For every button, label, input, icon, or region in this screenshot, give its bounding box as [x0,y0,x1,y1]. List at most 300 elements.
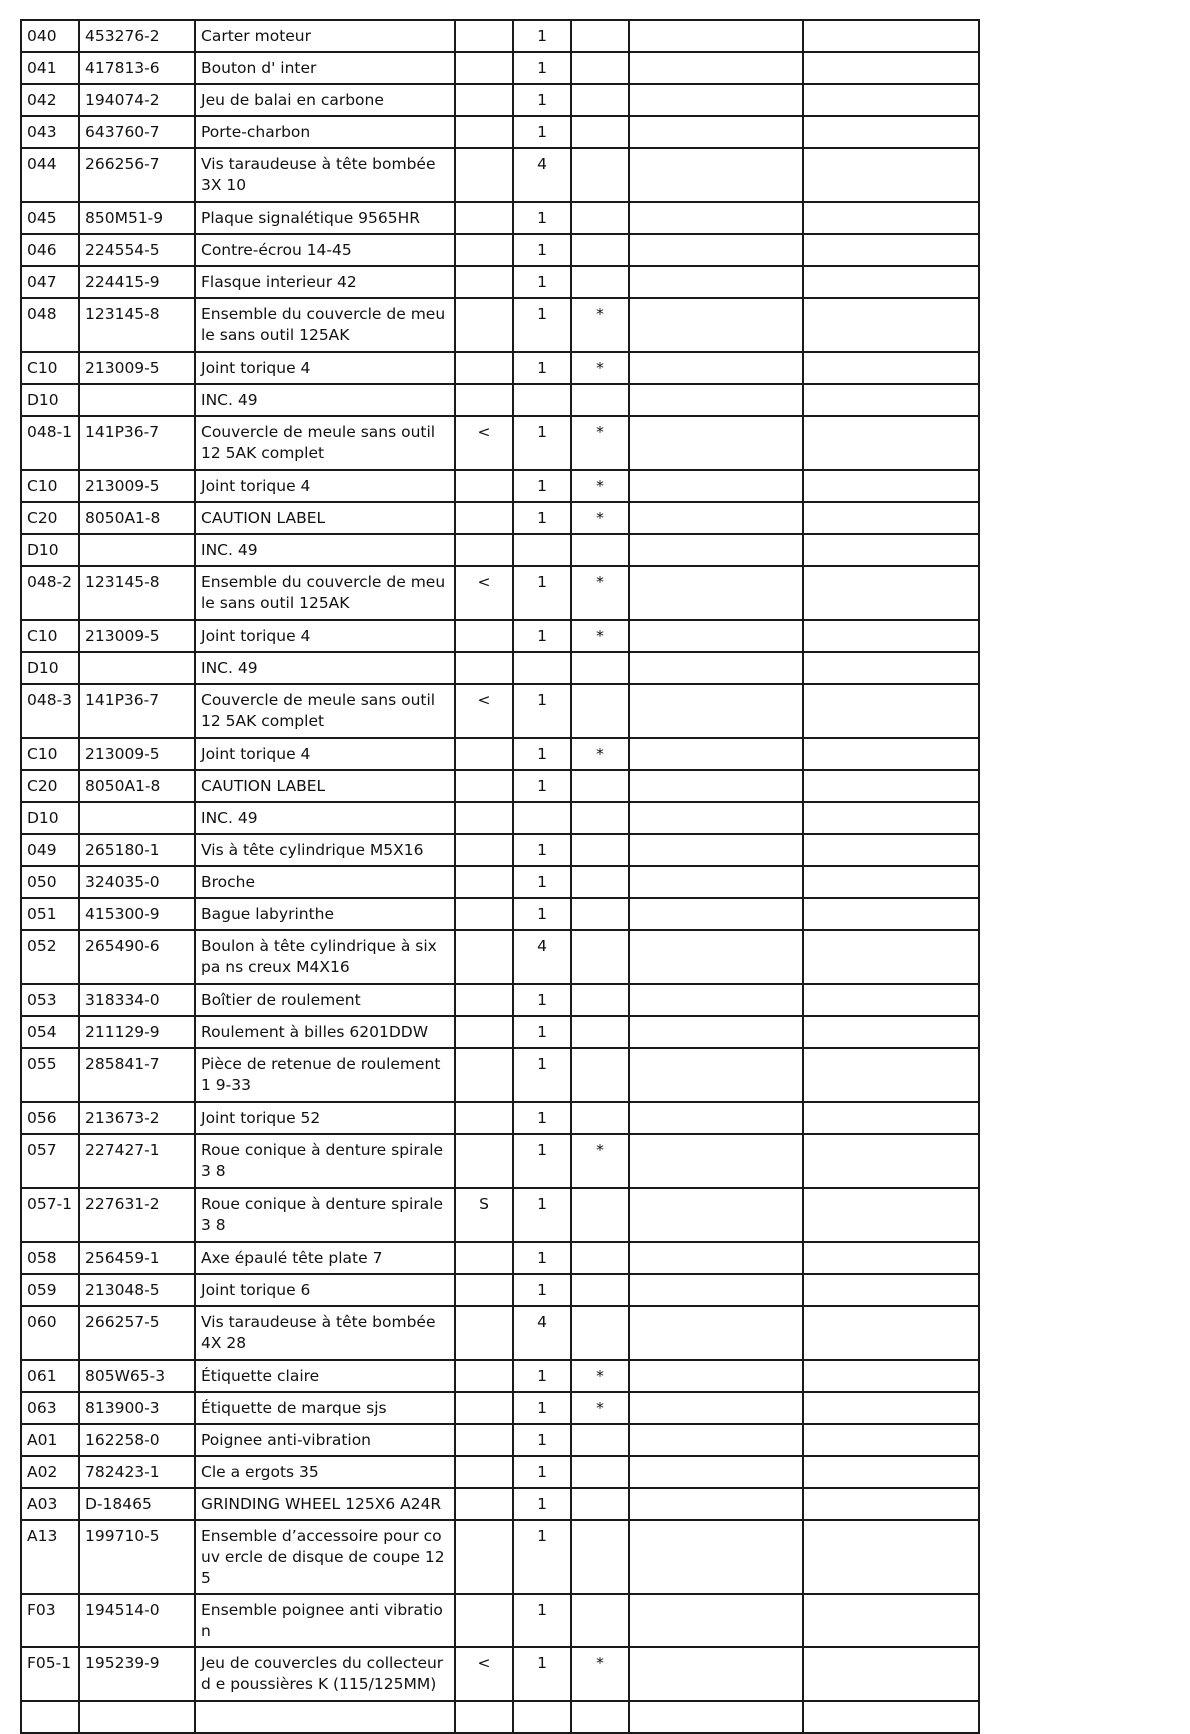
note-cell: < [455,566,513,620]
table-row [21,930,979,984]
description-cell: Jeu de balai en carbone [195,84,455,116]
extra-cell-1 [629,738,803,770]
extra-cell-1 [629,1456,803,1488]
extra-cell-1 [629,684,803,738]
mark-cell: * [571,1647,629,1701]
item-no-cell: 063 [21,1392,79,1424]
extra-cell-1 [629,1274,803,1306]
part-no-cell: 227427-1 [79,1134,195,1188]
part-no-cell: 213673-2 [79,1102,195,1134]
table-row [21,234,979,266]
quantity-cell: 1 [513,1048,571,1102]
note-cell [455,266,513,298]
quantity-cell: 1 [513,620,571,652]
table-row [21,738,979,770]
table-row [21,116,979,148]
part-no-cell [79,384,195,416]
note-cell: S [455,1188,513,1242]
item-no-cell: 042 [21,84,79,116]
table-row [21,984,979,1016]
quantity-cell: 1 [513,352,571,384]
item-no-cell: 057 [21,1134,79,1188]
item-no-cell: D10 [21,534,79,566]
mark-cell: * [571,352,629,384]
mark-cell [571,930,629,984]
item-no-cell: C20 [21,770,79,802]
description-cell: Bague labyrinthe [195,898,455,930]
note-cell [455,1242,513,1274]
table-row [21,1456,979,1488]
description-cell: CAUTION LABEL [195,770,455,802]
table-row [21,1647,979,1701]
extra-cell-2 [803,20,979,52]
item-no-cell: 054 [21,1016,79,1048]
extra-cell-2 [803,930,979,984]
quantity-cell: 1 [513,684,571,738]
note-cell [455,1016,513,1048]
quantity-cell: 4 [513,1306,571,1360]
item-no-cell: 052 [21,930,79,984]
quantity-cell: 1 [513,470,571,502]
item-no-cell: C10 [21,470,79,502]
quantity-cell [513,802,571,834]
item-no-cell: 050 [21,866,79,898]
table-row [21,866,979,898]
table-row [21,1242,979,1274]
item-no-cell: 058 [21,1242,79,1274]
quantity-cell: 1 [513,984,571,1016]
mark-cell [571,234,629,266]
extra-cell-2 [803,534,979,566]
mark-cell [571,1102,629,1134]
description-cell: Ensemble du couvercle de meule sans outil 125AK [195,566,455,620]
note-cell [455,502,513,534]
description-cell: CAUTION LABEL [195,502,455,534]
extra-cell-2 [803,352,979,384]
description-cell: Boîtier de roulement [195,984,455,1016]
description-cell: Pièce de retenue de roulement 1 9-33 [195,1048,455,1102]
description-cell: INC. 49 [195,802,455,834]
extra-cell-2 [803,1456,979,1488]
part-no-cell: 850M51-9 [79,202,195,234]
quantity-cell: 1 [513,866,571,898]
part-no-cell: 213009-5 [79,352,195,384]
part-no-cell: 8050A1-8 [79,502,195,534]
item-no-cell: 060 [21,1306,79,1360]
part-no-cell [79,534,195,566]
description-cell: Roue conique à denture spirale 3 8 [195,1188,455,1242]
mark-cell: * [571,1360,629,1392]
empty-cell [571,1701,629,1733]
item-no-cell: 048-2 [21,566,79,620]
extra-cell-2 [803,1424,979,1456]
table-row [21,1048,979,1102]
description-cell: Couvercle de meule sans outil 12 5AK complet [195,416,455,470]
note-cell [455,1488,513,1520]
extra-cell-2 [803,1242,979,1274]
description-cell: INC. 49 [195,652,455,684]
quantity-cell: 1 [513,202,571,234]
note-cell [455,898,513,930]
part-no-cell: 643760-7 [79,116,195,148]
extra-cell-2 [803,1392,979,1424]
extra-cell-1 [629,266,803,298]
mark-cell [571,1456,629,1488]
note-cell [455,52,513,84]
description-cell: Poignee anti-vibration [195,1424,455,1456]
item-no-cell: C20 [21,502,79,534]
table-row [21,834,979,866]
description-cell: Vis taraudeuse à tête bombée 3X 10 [195,148,455,202]
description-cell: Ensemble d’accessoire pour couv ercle de disque de coupe 125 [195,1520,455,1594]
item-no-cell: 048 [21,298,79,352]
note-cell [455,1048,513,1102]
table-row [21,416,979,470]
extra-cell-2 [803,770,979,802]
description-cell: Porte-charbon [195,116,455,148]
description-cell: Joint torique 4 [195,470,455,502]
item-no-cell: 044 [21,148,79,202]
extra-cell-1 [629,1647,803,1701]
note-cell [455,202,513,234]
extra-cell-1 [629,52,803,84]
extra-cell-2 [803,84,979,116]
note-cell [455,234,513,266]
table-row [21,84,979,116]
item-no-cell: 040 [21,20,79,52]
quantity-cell: 1 [513,1456,571,1488]
mark-cell [571,684,629,738]
quantity-cell [513,534,571,566]
extra-cell-1 [629,20,803,52]
extra-cell-2 [803,1488,979,1520]
item-no-cell: C10 [21,620,79,652]
extra-cell-1 [629,234,803,266]
mark-cell [571,834,629,866]
note-cell [455,84,513,116]
note-cell [455,298,513,352]
mark-cell [571,148,629,202]
part-no-cell: 453276-2 [79,20,195,52]
quantity-cell: 1 [513,1520,571,1594]
table-row [21,684,979,738]
mark-cell [571,1594,629,1647]
mark-cell: * [571,416,629,470]
table-row [21,802,979,834]
extra-cell-2 [803,1016,979,1048]
extra-cell-2 [803,1274,979,1306]
quantity-cell: 4 [513,930,571,984]
description-cell: INC. 49 [195,384,455,416]
extra-cell-1 [629,566,803,620]
mark-cell [571,1520,629,1594]
note-cell: < [455,416,513,470]
mark-cell [571,866,629,898]
item-no-cell: A03 [21,1488,79,1520]
part-no-cell: 782423-1 [79,1456,195,1488]
part-no-cell: 224554-5 [79,234,195,266]
extra-cell-2 [803,234,979,266]
item-no-cell: 057-1 [21,1188,79,1242]
note-cell [455,930,513,984]
mark-cell [571,1424,629,1456]
note-cell [455,534,513,566]
note-cell [455,1456,513,1488]
description-cell: Contre-écrou 14-45 [195,234,455,266]
empty-cell [195,1701,455,1733]
table-row [21,148,979,202]
mark-cell [571,1016,629,1048]
item-no-cell: 046 [21,234,79,266]
description-cell: Axe épaulé tête plate 7 [195,1242,455,1274]
table-row [21,1134,979,1188]
extra-cell-2 [803,502,979,534]
table-row [21,1306,979,1360]
note-cell [455,652,513,684]
mark-cell [571,1048,629,1102]
part-no-cell: 224415-9 [79,266,195,298]
extra-cell-1 [629,298,803,352]
extra-cell-1 [629,202,803,234]
part-no-cell: 213048-5 [79,1274,195,1306]
item-no-cell: 041 [21,52,79,84]
mark-cell [571,52,629,84]
quantity-cell: 1 [513,1188,571,1242]
quantity-cell [513,652,571,684]
extra-cell-1 [629,534,803,566]
mark-cell [571,384,629,416]
part-no-cell: 211129-9 [79,1016,195,1048]
mark-cell [571,770,629,802]
empty-cell [629,1701,803,1733]
mark-cell [571,84,629,116]
table-row [21,534,979,566]
quantity-cell: 1 [513,1242,571,1274]
part-no-cell: 123145-8 [79,566,195,620]
part-no-cell: 324035-0 [79,866,195,898]
note-cell [455,1392,513,1424]
table-row [21,384,979,416]
table-row [21,652,979,684]
empty-cell [21,1701,79,1733]
mark-cell [571,1188,629,1242]
extra-cell-1 [629,1594,803,1647]
extra-cell-2 [803,1048,979,1102]
mark-cell [571,20,629,52]
mark-cell: * [571,470,629,502]
extra-cell-2 [803,416,979,470]
note-cell [455,20,513,52]
quantity-cell: 1 [513,1102,571,1134]
description-cell: Ensemble poignee anti vibration [195,1594,455,1647]
extra-cell-2 [803,1306,979,1360]
description-cell: Vis taraudeuse à tête bombée 4X 28 [195,1306,455,1360]
extra-cell-2 [803,834,979,866]
description-cell: Plaque signalétique 9565HR [195,202,455,234]
note-cell [455,1102,513,1134]
note-cell [455,984,513,1016]
mark-cell: * [571,566,629,620]
item-no-cell: A13 [21,1520,79,1594]
extra-cell-2 [803,1188,979,1242]
note-cell [455,1520,513,1594]
description-cell: Étiquette claire [195,1360,455,1392]
part-no-cell: 194514-0 [79,1594,195,1647]
extra-cell-1 [629,416,803,470]
note-cell [455,1134,513,1188]
empty-cell [79,1701,195,1733]
mark-cell [571,202,629,234]
quantity-cell: 1 [513,1392,571,1424]
description-cell: Broche [195,866,455,898]
description-cell: INC. 49 [195,534,455,566]
extra-cell-1 [629,1188,803,1242]
table-row [21,1016,979,1048]
extra-cell-2 [803,898,979,930]
item-no-cell: 048-3 [21,684,79,738]
quantity-cell: 1 [513,1488,571,1520]
item-no-cell: C10 [21,738,79,770]
quantity-cell: 1 [513,234,571,266]
extra-cell-1 [629,1134,803,1188]
quantity-cell: 1 [513,1647,571,1701]
mark-cell: * [571,1392,629,1424]
table-row [21,1274,979,1306]
item-no-cell: D10 [21,384,79,416]
description-cell: Vis à tête cylindrique M5X16 [195,834,455,866]
extra-cell-2 [803,1594,979,1647]
quantity-cell: 1 [513,20,571,52]
part-no-cell: 266256-7 [79,148,195,202]
item-no-cell: A01 [21,1424,79,1456]
mark-cell: * [571,738,629,770]
item-no-cell: 061 [21,1360,79,1392]
part-no-cell: 266257-5 [79,1306,195,1360]
extra-cell-1 [629,84,803,116]
description-cell: Carter moteur [195,20,455,52]
table-row [21,1488,979,1520]
mark-cell [571,984,629,1016]
item-no-cell: D10 [21,652,79,684]
extra-cell-2 [803,148,979,202]
mark-cell [571,116,629,148]
quantity-cell: 1 [513,1424,571,1456]
extra-cell-1 [629,620,803,652]
description-cell: Cle a ergots 35 [195,1456,455,1488]
table-row [21,352,979,384]
table-row [21,1424,979,1456]
extra-cell-2 [803,652,979,684]
table-row [21,202,979,234]
part-no-cell: 417813-6 [79,52,195,84]
part-no-cell: 805W65-3 [79,1360,195,1392]
quantity-cell: 1 [513,266,571,298]
extra-cell-2 [803,866,979,898]
extra-cell-2 [803,984,979,1016]
description-cell: Couvercle de meule sans outil 12 5AK complet [195,684,455,738]
note-cell [455,384,513,416]
item-no-cell: D10 [21,802,79,834]
description-cell: Bouton d' inter [195,52,455,84]
quantity-cell: 4 [513,148,571,202]
extra-cell-1 [629,502,803,534]
description-cell: Joint torique 52 [195,1102,455,1134]
mark-cell [571,534,629,566]
extra-cell-1 [629,1360,803,1392]
description-cell: Jeu de couvercles du collecteur d e poussières K (115/125MM) [195,1647,455,1701]
extra-cell-1 [629,802,803,834]
extra-cell-1 [629,1242,803,1274]
extra-cell-1 [629,1488,803,1520]
extra-cell-2 [803,1360,979,1392]
quantity-cell: 1 [513,770,571,802]
item-no-cell: 045 [21,202,79,234]
mark-cell [571,1274,629,1306]
part-no-cell: 8050A1-8 [79,770,195,802]
table-row [21,898,979,930]
item-no-cell: 056 [21,1102,79,1134]
description-cell: Roulement à billes 6201DDW [195,1016,455,1048]
item-no-cell: F03 [21,1594,79,1647]
table-row [21,52,979,84]
part-no-cell [79,802,195,834]
table-row [21,1392,979,1424]
quantity-cell: 1 [513,502,571,534]
note-cell [455,770,513,802]
extra-cell-2 [803,1647,979,1701]
note-cell [455,1594,513,1647]
table-row-cutoff [21,1701,979,1733]
extra-cell-2 [803,566,979,620]
extra-cell-2 [803,266,979,298]
extra-cell-2 [803,116,979,148]
item-no-cell: A02 [21,1456,79,1488]
extra-cell-1 [629,352,803,384]
empty-cell [513,1701,571,1733]
extra-cell-1 [629,1016,803,1048]
extra-cell-1 [629,148,803,202]
extra-cell-2 [803,52,979,84]
item-no-cell: 059 [21,1274,79,1306]
mark-cell [571,802,629,834]
quantity-cell: 1 [513,298,571,352]
extra-cell-1 [629,384,803,416]
quantity-cell: 1 [513,834,571,866]
extra-cell-2 [803,620,979,652]
part-no-cell: 162258-0 [79,1424,195,1456]
part-no-cell: 213009-5 [79,470,195,502]
note-cell [455,1274,513,1306]
parts-table-body [21,20,979,1733]
item-no-cell: 048-1 [21,416,79,470]
description-cell: Joint torique 4 [195,352,455,384]
mark-cell [571,1306,629,1360]
extra-cell-1 [629,770,803,802]
item-no-cell: 047 [21,266,79,298]
note-cell [455,1424,513,1456]
empty-cell [803,1701,979,1733]
extra-cell-2 [803,802,979,834]
extra-cell-2 [803,1520,979,1594]
quantity-cell: 1 [513,84,571,116]
note-cell [455,1360,513,1392]
part-no-cell: 141P36-7 [79,416,195,470]
extra-cell-1 [629,834,803,866]
table-row [21,1594,979,1647]
extra-cell-1 [629,1102,803,1134]
description-cell: Étiquette de marque sjs [195,1392,455,1424]
item-no-cell: 055 [21,1048,79,1102]
